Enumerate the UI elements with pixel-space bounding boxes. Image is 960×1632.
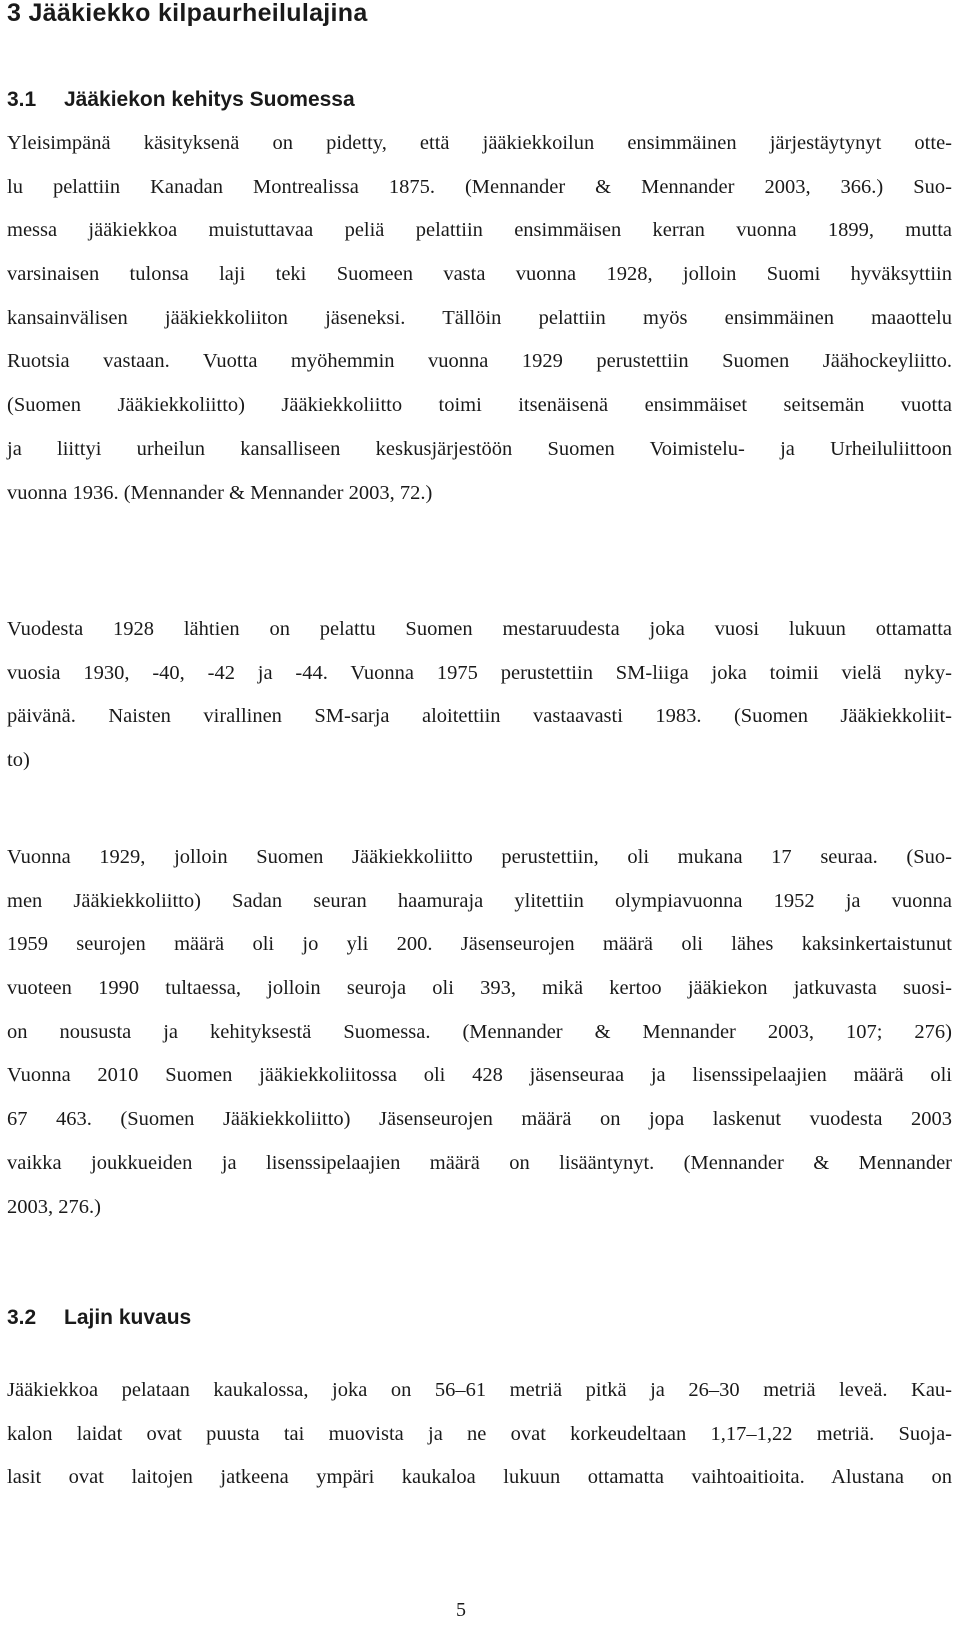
paragraph-3 bbox=[7, 836, 952, 1229]
text-line: Vuonna 2010 Suomen jääkiekkoliitossa oli 428 jäsenseuraa ja lisenssipelaajien määrä oli bbox=[7, 1064, 952, 1087]
page-number: 5 bbox=[456, 1599, 466, 1621]
text-line: kansainvälisen jääkiekkoliiton jäseneksi. Tällöin pelattiin myös ensimmäinen maaottelu bbox=[7, 306, 952, 329]
text-line: messa jääkiekkoa muistuttavaa peliä pelattiin ensimmäisen kerran vuonna 1899, mutta bbox=[7, 219, 952, 242]
text-line: 67 463. (Suomen Jääkiekkoliitto) Jäsenseurojen määrä on jopa laskenut vuodesta 2003 bbox=[7, 1108, 952, 1131]
text-line: 1959 seurojen määrä oli jo yli 200. Jäsenseurojen määrä oli lähes kaksinkertaistunut bbox=[7, 933, 952, 956]
paragraph-1 bbox=[7, 122, 952, 515]
text-line: päivänä. Naisten virallinen SM-sarja aloitettiin vastaavasti 1983. (Suomen Jääkiekkoliit- bbox=[7, 705, 952, 728]
text-line: varsinaisen tulonsa laji teki Suomeen vasta vuonna 1928, jolloin Suomi hyväksyttiin bbox=[7, 263, 952, 286]
section-number: 3.1 bbox=[7, 88, 37, 111]
text-line: lu pelattiin Kanadan Montrealissa 1875. (Mennander & Mennander 2003, 366.) Suo- bbox=[7, 175, 952, 198]
text-line: ja liittyi urheilun kansalliseen keskusjärjestöön Suomen Voimistelu- ja Urheiluliittoon bbox=[7, 437, 952, 460]
text-line: to) bbox=[7, 749, 30, 772]
text-line: 2003, 276.) bbox=[7, 1195, 101, 1218]
section-title: Jääkiekon kehitys Suomessa bbox=[64, 88, 355, 111]
text-line: kalon laidat ovat puusta tai muovista ja ne ovat korkeudeltaan 1,17–1,22 metriä. Suoja- bbox=[7, 1422, 952, 1445]
paragraph-4 bbox=[7, 1369, 952, 1500]
text-line: Vuodesta 1928 lähtien on pelattu Suomen mestaruudesta joka vuosi lukuun ottamatta bbox=[7, 618, 952, 640]
text-line: lasit ovat laitojen jatkeena ympäri kaukaloa lukuun ottamatta vaihtoaitioita. Alustana on bbox=[7, 1466, 952, 1489]
section-heading-3-2 bbox=[7, 1304, 191, 1332]
section-number: 3.2 bbox=[7, 1306, 37, 1329]
section-heading-3-1 bbox=[7, 86, 355, 114]
paragraph-2 bbox=[7, 608, 952, 783]
text-line: Yleisimpänä käsityksenä on pidetty, että jääkiekkoilun ensimmäinen järjestäytynyt otte- bbox=[7, 132, 952, 154]
text-line: Ruotsia vastaan. Vuotta myöhemmin vuonna 1929 perustettiin Suomen Jäähockeyliitto. bbox=[7, 350, 952, 373]
text-line: on noususta ja kehityksestä Suomessa. (Mennander & Mennander 2003, 107; 276) bbox=[7, 1020, 952, 1043]
text-line: vaikka joukkueiden ja lisenssipelaajien määrä on lisääntynyt. (Mennander & Mennander bbox=[7, 1151, 952, 1174]
text-line: vuoteen 1990 tultaessa, jolloin seuroja oli 393, mikä kertoo jääkiekon jatkuvasta suosi- bbox=[7, 977, 952, 1000]
text-line: vuonna 1936. (Mennander & Mennander 2003, 72.) bbox=[7, 481, 433, 504]
text-line: (Suomen Jääkiekkoliitto) Jääkiekkoliitto toimi itsenäisenä ensimmäiset seitsemän vuotta bbox=[7, 394, 952, 417]
text-line: Vuonna 1929, jolloin Suomen Jääkiekkoliitto perustettiin, oli mukana 17 seuraa. (Suo- bbox=[7, 846, 952, 868]
text-line: vuosia 1930, -40, -42 ja -44. Vuonna 1975 perustettiin SM-liiga joka toimii vielä nyky- bbox=[7, 661, 952, 684]
section-title: Lajin kuvaus bbox=[64, 1306, 192, 1329]
text-line: men Jääkiekkoliitto) Sadan seuran haamuraja ylitettiin olympiavuonna 1952 ja vuonna bbox=[7, 889, 952, 912]
text-line: Jääkiekkoa pelataan kaukalossa, joka on 56–61 metriä pitkä ja 26–30 metriä leveä. Kau- bbox=[7, 1379, 952, 1401]
chapter-heading: 3 Jääkiekko kilpaurheilulajina bbox=[7, 0, 368, 27]
